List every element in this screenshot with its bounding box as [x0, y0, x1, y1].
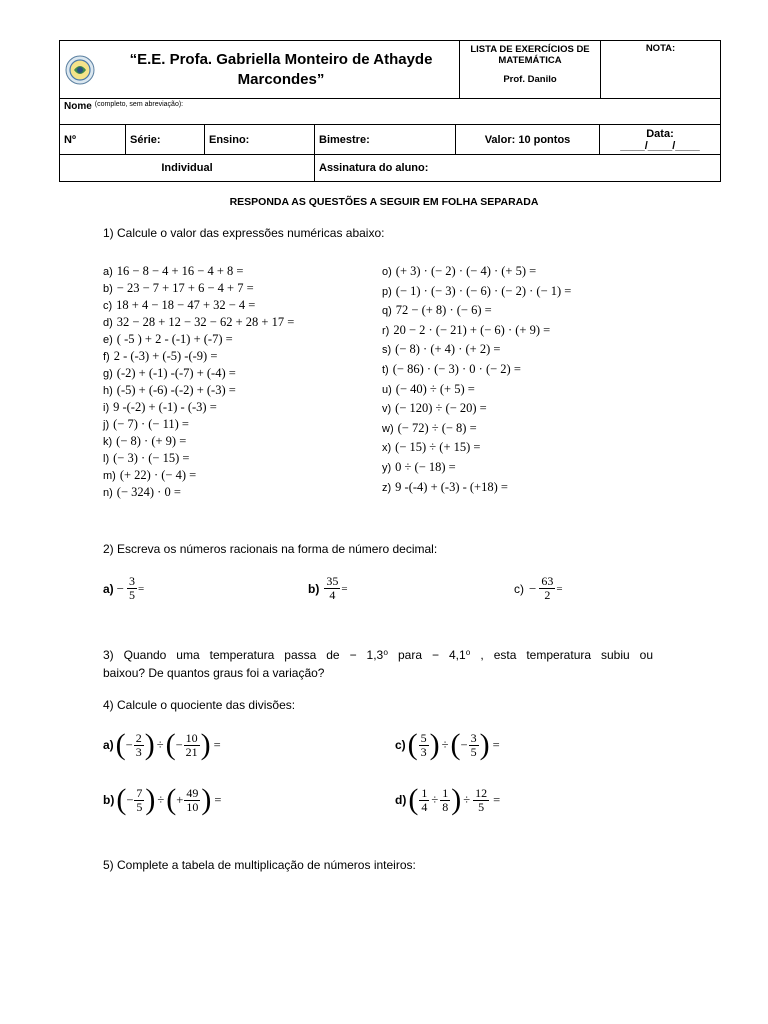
q2-a-fraction [127, 575, 137, 602]
q4-d-f2-den: 5 [478, 799, 485, 814]
q1-item [103, 315, 294, 330]
q4-item-d [395, 785, 500, 815]
q2-a-eq: = [138, 582, 145, 595]
q1-item-label: b) [103, 283, 113, 295]
q4-a-f2 [184, 732, 200, 759]
q1-item [382, 382, 475, 397]
q1-item [382, 440, 480, 455]
q1-item-expression: (+ 3) · (− 2) · (− 4) · (+ 5) = [395, 264, 537, 278]
student-name-field[interactable] [60, 99, 720, 124]
q1-item-expression: 20 − 2 · (− 21) + (− 6) · (+ 9) = [393, 322, 551, 337]
header-row-signature [60, 155, 720, 181]
number-field[interactable] [60, 125, 126, 154]
date-field[interactable] [600, 125, 720, 154]
q1-item-expression: (− 40) ÷ (+ 5) = [395, 381, 475, 396]
q4-d-f1 [419, 787, 429, 814]
grade-level-label: Série: [130, 133, 161, 146]
q2-c-sign: − [529, 580, 537, 596]
q4-c-f1 [419, 732, 429, 759]
q4-a-op: ÷ [156, 737, 164, 752]
header-table [59, 40, 721, 182]
q1-item-expression: (− 324) · 0 = [116, 485, 181, 499]
q1-item-expression: − 23 − 7 + 17 + 6 − 4 + 7 = [116, 281, 254, 295]
q2-b-eq: = [341, 582, 348, 595]
q1-item [103, 264, 243, 279]
q1-item-label: o) [382, 266, 392, 278]
list-title-cell [460, 41, 601, 98]
term-label: Bimestre: [319, 133, 370, 146]
q1-item-label: i) [103, 402, 110, 414]
q4-a-paren2-close: ) [200, 728, 211, 761]
q1-item [103, 485, 181, 500]
q4-d-f1b [440, 787, 450, 814]
q1-item-expression: (− 8) · (+ 9) = [116, 434, 187, 448]
signature-label: Assinatura do aluno: [319, 162, 429, 174]
q4-d-eq: = [493, 792, 501, 807]
q4-d-op: ÷ [463, 792, 471, 807]
q2-c-label: c) [514, 581, 524, 596]
score-value: Valor: 10 pontos [484, 133, 571, 146]
school-level-field[interactable] [205, 125, 315, 154]
q1-item-label: e) [103, 334, 113, 346]
q1-item-expression: (− 3) · (− 15) = [113, 451, 190, 465]
q4-a-f1-sign: − [125, 737, 133, 752]
q1-item-label: x) [382, 442, 392, 455]
date-blank: ____/____/____ [620, 139, 700, 152]
q4-c-f2-sign: − [460, 737, 468, 752]
q1-item-expression: 32 − 28 + 12 − 32 − 62 + 28 + 17 = [116, 315, 295, 329]
q1-item-label: k) [103, 436, 113, 448]
q1-item-label: m) [103, 470, 116, 482]
q4-c-op: ÷ [441, 737, 449, 752]
q2-b-den: 4 [329, 588, 336, 602]
q1-item [382, 401, 487, 416]
q4-d-f2-num: 12 [475, 785, 488, 800]
q4-item-b [103, 785, 221, 815]
q4-b-f2 [184, 787, 200, 814]
q4-b-paren2-open: ( [166, 783, 177, 816]
q1-item-expression: 16 − 8 − 4 + 16 − 4 + 8 = [116, 264, 244, 278]
q4-c-eq: = [492, 737, 500, 752]
q4-b-eq: = [214, 792, 222, 807]
q4-b-f1 [134, 787, 144, 814]
q4-b-paren-open: ( [116, 783, 127, 816]
list-title-line2: MATEMÁTICA [498, 55, 562, 66]
q4-c-paren2-close: ) [479, 728, 490, 761]
school-cell [60, 41, 460, 98]
q1-item [103, 349, 217, 364]
individual-cell [60, 155, 315, 181]
q1-item-label: r) [382, 324, 390, 337]
teacher-name: Prof. Danilo [503, 74, 557, 85]
q1-item-expression: (+ 22) · (− 4) = [119, 468, 197, 482]
q1-item-expression: 0 ÷ (− 18) = [395, 460, 456, 474]
q1-item-label: t) [382, 364, 389, 376]
q2-item-a [103, 575, 144, 602]
q4-c-paren-open: ( [407, 728, 418, 761]
q1-item [103, 417, 189, 432]
q4-a-f2-sign: − [175, 737, 183, 752]
q1-item-label: p) [382, 285, 392, 298]
q4-c-f1-den: 3 [420, 744, 427, 759]
q1-item-label: q) [382, 305, 392, 318]
q1-item-expression: (− 1) · (− 3) · (− 6) · (− 2) · (− 1) = [395, 283, 572, 298]
q4-c-f2-num: 3 [470, 730, 477, 745]
q1-item [382, 303, 492, 318]
q2-b-fraction [324, 575, 340, 602]
q1-item [103, 281, 254, 296]
q4-d-f1b-num: 1 [442, 785, 449, 800]
q1-item [382, 342, 500, 357]
q3-line2: baixou? De quantos graus foi a variação? [103, 666, 325, 680]
q2-item-b [308, 575, 348, 602]
q4-a-label: a) [103, 738, 114, 752]
q1-item [103, 434, 186, 449]
q4-b-f2-sign: + [176, 792, 184, 807]
q2-c-eq: = [556, 582, 563, 595]
q4-d-paren-close: ) [451, 783, 462, 816]
q4-d-f2 [473, 787, 489, 814]
score-value-cell [456, 125, 600, 154]
q4-b-paren2-close: ) [201, 783, 212, 816]
q1-item-label: d) [103, 317, 113, 329]
q4-a-f1-num: 2 [135, 730, 142, 745]
q1-item [103, 332, 233, 347]
q2-c-fraction [539, 575, 555, 602]
q4-b-f1-den: 5 [136, 799, 143, 814]
q1-item-expression: 18 + 4 − 18 − 47 + 32 − 4 = [116, 298, 256, 312]
name-hint: (completo, sem abreviação): [94, 101, 184, 108]
signature-field[interactable] [315, 155, 720, 181]
q4-a-eq: = [213, 737, 221, 752]
name-label: Nome [64, 101, 92, 112]
q2-c-num: 63 [541, 574, 554, 588]
q4-d-f1-den: 4 [421, 799, 428, 814]
q1-item [382, 421, 477, 436]
q1-item-label: u) [382, 383, 392, 396]
q1-item-expression: (-2) + (-1) -(-7) + (-4) = [116, 366, 236, 380]
school-level-label: Ensino: [209, 133, 250, 146]
q4-b-f1-num: 7 [136, 785, 143, 800]
q4-b-expr [116, 785, 221, 815]
q1-item-expression: 9 -(-2) + (-1) - (-3) = [113, 400, 217, 414]
q1-item-expression: 72 − (+ 8) · (− 6) = [395, 303, 492, 318]
q4-d-label: d) [395, 793, 407, 807]
q1-item-label: z) [382, 481, 392, 494]
q4-c-expr [408, 730, 500, 760]
q1-item [382, 264, 536, 279]
q4-d-paren-open: ( [408, 783, 419, 816]
q1-item-expression: (− 120) ÷ (− 20) = [395, 401, 487, 416]
date-label: Data: [646, 127, 674, 140]
q2-c-den: 2 [544, 588, 551, 602]
q4-d-mid-op: ÷ [431, 792, 439, 807]
header-row-name [60, 99, 720, 125]
individual-label: Individual [161, 162, 213, 174]
q1-item-label: n) [103, 487, 113, 499]
q4-c-label: c) [395, 738, 406, 752]
q1-item-expression: (-5) + (-6) -(-2) + (-3) = [116, 383, 236, 397]
list-title-line1: LISTA DE EXERCÍCIOS DE [470, 44, 590, 55]
q1-item-label: g) [103, 368, 113, 380]
q4-c-f1-num: 5 [420, 730, 427, 745]
q4-a-paren-open: ( [115, 728, 126, 761]
q4-a-f2-num: 10 [185, 730, 198, 745]
q1-item [382, 460, 456, 475]
q4-b-label: b) [103, 793, 115, 807]
q1-item-label: c) [103, 300, 113, 312]
q4-a-f1 [134, 732, 144, 759]
q4-d-f1b-den: 8 [442, 799, 449, 814]
q1-item-label: y) [382, 462, 392, 474]
q1-item-label: w) [382, 422, 394, 435]
school-name: “E.E. Profa. Gabriella Monteiro de Athayde Marcondes” [129, 50, 433, 88]
q1-item-expression: (− 8) · (+ 4) · (+ 2) = [395, 342, 501, 357]
q1-item [103, 400, 217, 415]
q2-a-den: 5 [129, 588, 136, 602]
q1-item-label: h) [103, 385, 113, 397]
header-row-info [60, 125, 720, 155]
q4-item-c [395, 730, 500, 760]
q1-item [103, 366, 236, 381]
q1-item-expression: (− 7) · (− 11) = [113, 417, 189, 431]
q1-item-expression: (− 72) ÷ (− 8) = [397, 420, 477, 435]
q4-c-f2 [469, 732, 479, 759]
q4-title: 4) Calcule o quociente das divisões: [103, 698, 296, 712]
q1-title: 1) Calcule o valor das expressões numéricas abaixo: [103, 226, 385, 240]
q4-c-paren-close: ) [429, 728, 440, 761]
grade-level-field[interactable] [126, 125, 205, 154]
q4-b-f2-num: 49 [186, 785, 199, 800]
q1-item-label: l) [103, 453, 110, 465]
q3-text [103, 646, 653, 682]
q1-item-label: a) [103, 266, 113, 278]
q1-item-label: s) [382, 344, 392, 357]
q1-item-expression: ( -5 ) + 2 - (-1) + (-7) = [116, 332, 233, 346]
grade-label: NOTA: [645, 43, 676, 54]
q4-a-f2-den: 21 [185, 744, 198, 759]
q2-b-num: 35 [326, 574, 339, 588]
q1-item [382, 323, 550, 338]
q4-d-f1-num: 1 [421, 785, 428, 800]
q2-a-sign: − [116, 580, 125, 596]
q1-item-expression: 2 - (-3) + (-5) -(-9) = [113, 349, 218, 363]
term-field[interactable] [315, 125, 456, 154]
number-label: Nº [64, 133, 76, 146]
q1-item-expression: (− 86) · (− 3) · 0 · (− 2) = [392, 362, 521, 376]
q1-item [382, 284, 571, 299]
q1-item [103, 468, 196, 483]
q1-item-label: j) [103, 419, 110, 431]
q1-item [382, 480, 508, 495]
q1-item-expression: 9 -(-4) + (-3) - (+18) = [395, 479, 508, 494]
q1-item-label: f) [103, 351, 110, 363]
q4-b-f1-sign: − [126, 792, 134, 807]
q1-item-expression: (− 15) ÷ (+ 15) = [395, 440, 481, 455]
q4-a-paren-close: ) [144, 728, 155, 761]
q2-b-label: b) [308, 581, 320, 596]
q2-a-num: 3 [129, 574, 136, 588]
q1-item [103, 298, 255, 313]
q2-a-label: a) [103, 581, 114, 596]
q1-item [382, 362, 521, 377]
q4-item-a [103, 730, 221, 760]
q4-c-paren2-open: ( [450, 728, 461, 761]
q4-c-f2-den: 5 [470, 744, 477, 759]
q5-title: 5) Complete a tabela de multiplicação de números inteiros: [103, 858, 416, 872]
q4-d-expr [408, 785, 500, 815]
q2-item-c [514, 575, 563, 602]
q1-item [103, 451, 189, 466]
q4-a-paren2-open: ( [165, 728, 176, 761]
instruction-heading: RESPONDA AS QUESTÕES A SEGUIR EM FOLHA SEPARADA [229, 196, 539, 208]
q2-title: 2) Escreva os números racionais na forma de número decimal: [103, 542, 438, 556]
q4-b-op: ÷ [157, 792, 165, 807]
q3-line1: 3) Quando uma temperatura passa de − 1,3⁰ para − 4,1⁰ , esta temperatura subiu ou [103, 648, 653, 662]
q4-b-f2-den: 10 [186, 799, 199, 814]
q4-a-expr [116, 730, 221, 760]
q1-item-label: v) [382, 403, 392, 416]
q1-item [103, 383, 236, 398]
q4-a-f1-den: 3 [135, 744, 142, 759]
school-logo-icon [65, 55, 95, 85]
grade-cell[interactable] [601, 41, 720, 98]
q4-b-paren-close: ) [145, 783, 156, 816]
header-row-title [60, 41, 720, 99]
